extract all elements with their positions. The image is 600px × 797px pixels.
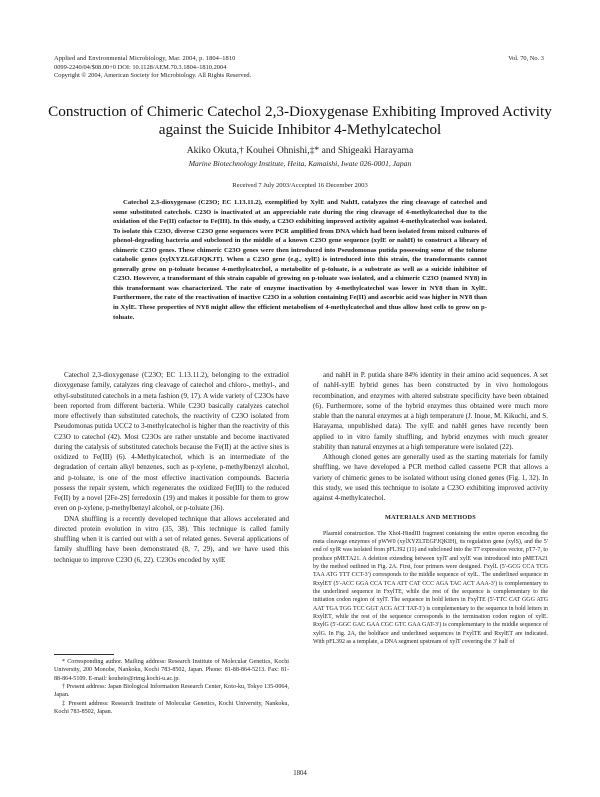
footnotes: [54, 658, 289, 716]
footnote-corresponding: * Corresponding author. Mailing address: Research Institute of Molecular Genetics, Kochi University, 200 Monobe, Nankoku, Kochi 783-8502, Japan. Phone: 81-88-864-5213. Fax: 81-88-864-5109. E-mail: kouheio@rimg.kochi-u.ac.jp.: [54, 659, 289, 682]
page-number: 1804: [293, 770, 307, 777]
author-list: Akiko Okuta,† Kouhei Ohnishi,‡* and Shigeaki Harayama: [186, 145, 414, 156]
intro-paragraph-1: Catechol 2,3-dioxygenase (C23O; EC 1.13.11.2), belonging to the extradiol dioxygenase family, catalyzes ring cleavage of catechol and chloro-, methyl-, and ethyl-substituted catechols in a meta fashion (9, 17). A wide variety of C23Os have been reported from different bacteria. While C23O basically catalyzes catechol more effectively than substituted catechols, the reactivity of C23O isolated from Pseudomonas putida UCC2 to 3-methylcatechol is higher than the reactivity of this C23O to catechol (42). Most C23Os are rather unstable and become inactivated during the catalysis of substituted catechols because the Fe(II) at the active sites is oxidized to Fe(III) (6). 4-Methylcatechol, which is an intermediate of the degradation of certain alkyl benzenes, such as p-xylene, p-methylbenzyl alcohol, and p-toluate, is one of the most effective inactivation compounds. Bacteria possess the repair system, which regenerates the oxidized Fe(III) to the reduced Fe(II) by a novel [2Fe-2S] ferredoxin (19) and makes it possible for them to grow even on p-xylene, p-methylbenzyl alcohol, or p-toluate (36).: [54, 371, 289, 513]
volume-label: Vol. 70, No. 3: [508, 55, 544, 62]
copyright-line: Copyright © 2004, American Society for Microbiology. All Rights Reserved.: [54, 72, 252, 80]
section-heading-methods: MATERIALS AND METHODS: [384, 514, 477, 522]
footnote-divider: [54, 654, 114, 655]
affiliation: Marine Biotechnology Institute, Heita, Kamaishi, Iwate 026-0001, Japan: [188, 159, 412, 168]
intro-paragraph-4: Although cloned genes are generally used as the starting materials for family shuffling, we have developed a PCR method called cassette PCR that allows a variety of chimeric genes to be isolated without using cloned genes (Fig. 1, 32). In this study, we used this technique to isolate a C23O exhibiting improved activity against 4-methylcatechol.: [313, 453, 548, 502]
footnote-double-dagger: ‡ Present address: Research Institute of Molecular Genetics, Kochi University, Nankoku, Kochi 783-8502, Japan.: [54, 700, 289, 716]
abstract: Catechol 2,3-dioxygenase (C23O; EC 1.13.11.2), exemplified by XylE and NahH, catalyzes the ring cleavage of catechol and some substituted catechols. C23O is inactivated at an appreciable rate during the ring cleavage of 4-methylcatechol due to the oxidation of the Fe(II) cofactor to Fe(III). In this study, a C23O exhibiting improved activity against 4-methylcatechol was isolated. To isolate this C23O, diverse C23O gene sequences were PCR amplified from DNA which had been isolated from mixed cultures of phenol-degrading bacteria and subcloned in the middle of a known C23O gene sequence (xylE or nahH) to construct a library of chimeric C23O genes. These chimeric C23O genes were then introduced into Pseudomonas putida possessing some of the toluene catabolic genes (xylXYZLGFJQKJT). When a C23O gene (e.g., xylE) is introduced into this strain, the transformants cannot generally grow on p-toluate because 4-methylcatechol, a metabolite of p-toluate, is a substrate as well as a suicide inhibitor of C23O. However, a transformant of this strain capable of growing on p-toluate was isolated, and a chimeric C23O (named NY8) in this transformant was characterized. The rate of enzyme inactivation by 4-methylcatechol was lower in NY8 than in XylE. Furthermore, the rate of the reactivation of inactive C23O in a solution containing Fe(II) and ascorbic acid was higher in NY8 than in XylE. These properties of NY8 might allow the efficient metabolism of 4-methylcatechol and thus allow host cells to grow on p-toluate.: [113, 199, 487, 321]
left-column: [54, 370, 289, 565]
issn-doi: 0099-2240/04/$08.00+0 DOI: 10.1128/AEM.70.3.1804–1810.2004: [54, 63, 227, 71]
methods-text: [313, 530, 548, 647]
right-column: [313, 370, 548, 646]
footnote-dagger: † Present address: Japan Biological Information Research Center, Koto-ku, Tokyo 135-0064, Japan.: [54, 684, 289, 699]
running-header: [54, 55, 354, 81]
article-title: Construction of Chimeric Catechol 2,3-Dioxygenase Exhibiting Improved Activity against the Suicide Inhibitor 4-Methylcatechol: [48, 103, 552, 138]
intro-paragraph-2: DNA shuffling is a recently developed technique that allows accelerated and directed protein evolution in vitro (35, 38). This technique is called family shuffling when it is carried out with a set of related genes. Several applications of family shuffling have been demonstrated (8, 7, 29), and we have used this technique to improve C23O (6, 22). C23Os encoded by xylE: [54, 514, 289, 564]
received-date: Received 7 July 2003/Accepted 16 December 2003: [232, 182, 368, 189]
journal-citation: Applied and Environmental Microbiology, Mar. 2004, p. 1804–1810: [54, 55, 236, 62]
methods-paragraph: Plasmid construction. The XhoI-HindIII fragment containing the entire operon encoding the meta cleavage enzymes of pWW0 (xylXYZLTEGFJQKIH), its regulation gene (xylS), and the 5′ end of xylR was isolated from pFL392 (11) and subcloned into the T7 expression vector, pT7-7, to produce pMETA21. A deletion extending between xylT and xylE was introduced into pMETA21 by the method outlined in Fig. 2A. First, four primers were designed. FxylL (5′-GCG CCA TCG TAA ATG TTT CCT-3′) corresponds to the middle sequence of xylL. The underlined sequence in RxylET (5′-ACC GGA CCA TCA ATT CAT CCC AGA TAC ACT AAA-3′) is complementary to the underlined sequence in FxylTE, while the rest of the sequence is complementary to the initiation codon region of xylT. The sequence in bold letters in FxylTE (5′-TTC CAT GGG ATG AAT TGA TGG TCC GGT ACG ACT TAT-3′) is complementary to the sequence in bold letters in RxylET, while the rest of the sequence corresponds to the termination codon region of xylE. RxylG (5′-GGC GAC GAA CGC GTC GAA GAT-3′) is complementary to the middle sequence of xylG. In Fig. 2A, the boldface and underlined sequences in FxylTE and RxylET are indicated. With pFL392 as a template, a DNA segment upstream of xylT covering the 3′ half of: [313, 530, 548, 645]
intro-paragraph-3: and nahH in P. putida share 84% identity in their amino acid sequences. A set of nahH-xylE hybrid genes has been constructed by in vivo homologous recombination, and enzymes with altered substrate specificity have been obtained (6). Furthermore, some of the hybrid enzymes thus obtained were much more stable than the natural enzymes at a high temperature (J. Inoue, M. Kikuchi, and S. Harayama, unpublished data). The xylE and nahH genes have recently been applied to in vitro family shuffling, and hybrid enzymes with much greater stability than natural enzymes at a high temperature were isolated (22).: [313, 371, 548, 451]
